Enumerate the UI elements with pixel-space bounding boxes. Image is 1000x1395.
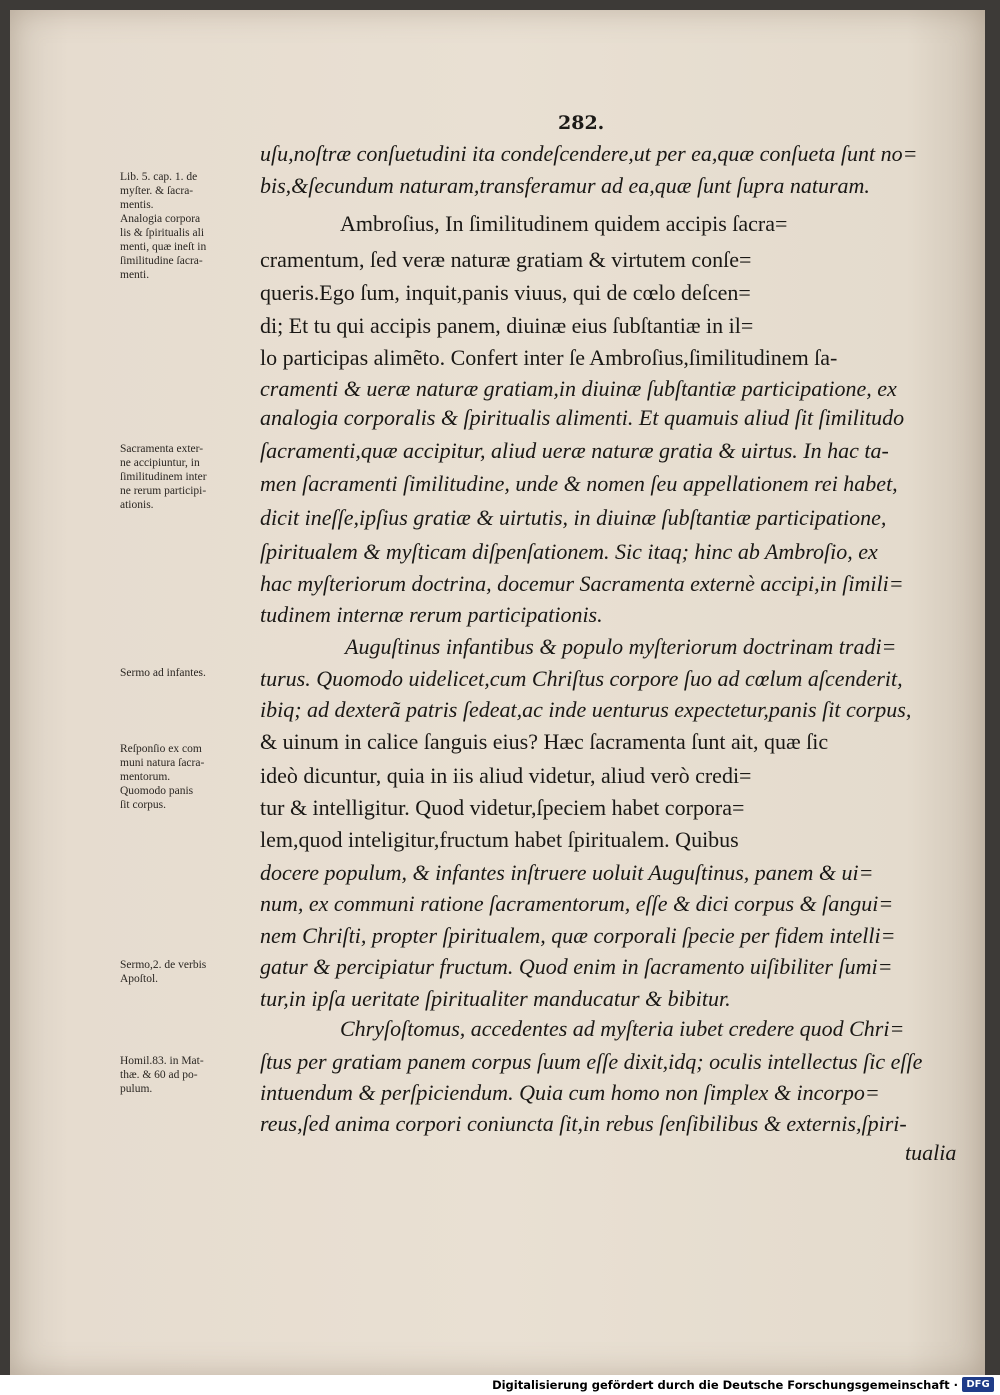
text-line: dicit ineſſe,ipſius gratiæ & uirtutis, in diuinæ ſubſtantiæ participatione,: [260, 505, 887, 530]
text-line: ſacramenti,quæ accipitur, aliud ueræ naturæ gratia & uirtus. In hac ta-: [260, 438, 889, 463]
text-line: tudinem internæ rerum participationis.: [260, 602, 603, 627]
text-line: lo participas alimẽto. Confert inter ſe Ambroſius,ſimilitudinem ſa-: [260, 345, 838, 370]
margin-note-line: Homil.83. in Mat-: [120, 1055, 204, 1067]
text-line: num, ex communi ratione ſacramentorum, eſſe & dici corpus & ſangui=: [260, 891, 894, 916]
text-line: ſpiritualem & myſticam diſpenſationem. Sic itaq; hinc ab Ambroſio, ex: [260, 539, 878, 564]
catchword: tualia: [905, 1140, 957, 1165]
text-line: intuendum & perſpiciendum. Quia cum homo non ſimplex & incorpo=: [260, 1080, 880, 1105]
text-line: Ambroſius, In ſimilitudinem quidem accipis ſacra=: [340, 211, 788, 236]
text-line: reus,ſed anima corpori coniuncta ſit,in rebus ſenſibilibus & externis,ſpiri-: [260, 1111, 907, 1136]
margin-note-line: muni natura ſacra-: [120, 757, 205, 769]
text-line: Auguſtinus infantibus & populo myſteriorum doctrinam tradi=: [345, 634, 897, 659]
text-line: Chryſoſtomus, accedentes ad myſteria iubet credere quod Chri=: [340, 1016, 905, 1041]
dfg-logo: DFG: [962, 1377, 994, 1392]
text-line: ideò dicuntur, quia in iis aliud videtur, aliud verò credi=: [260, 763, 752, 788]
margin-note-line: lis & ſpiritualis ali: [120, 227, 205, 239]
text-line: di; Et tu qui accipis panem, diuinæ eius ſubſtantiæ in il=: [260, 313, 754, 338]
margin-note: [120, 170, 270, 282]
text-line: nem Chriſti, propter ſpiritualem, quæ corporali ſpecie per fidem intelli=: [260, 923, 896, 948]
text-line: ibiq; ad dexterã patris ſedeat,ac inde uenturus expectetur,panis ſit corpus,: [260, 697, 912, 722]
text-line: turus. Quomodo uidelicet,cum Chriſtus corpore ſuo ad cœlum aſcenderit,: [260, 666, 903, 691]
margin-note-line: menti, quæ ineſt in: [120, 241, 207, 253]
margin-note-line: ſimilitudine ſacra-: [120, 255, 203, 267]
text-line: hac myſteriorum doctrina, docemur Sacramenta externè accipi,in ſimili=: [260, 571, 904, 596]
margin-note-line: Sacramenta exter-: [120, 443, 204, 455]
margin-note-line: Reſponſio ex com: [120, 743, 202, 755]
margin-note-line: ne rerum participi-: [120, 485, 207, 497]
book-page: [10, 10, 985, 1375]
margin-note-line: Quomodo panis: [120, 785, 194, 797]
text-line: gatur & percipiatur fructum. Quod enim in ſacramento uiſibiliter ſumi=: [260, 954, 893, 979]
text-line: men ſacramenti ſimilitudine, unde & nomen ſeu appellationem rei habet,: [260, 471, 898, 496]
text-line: cramentum, ſed veræ naturæ gratiam & virtutem conſe=: [260, 247, 752, 272]
page-number: 282.: [558, 112, 605, 134]
margin-note-line: ne accipiuntur, in: [120, 457, 200, 469]
margin-note: [120, 1054, 270, 1096]
text-line: analogia corporalis & ſpiritualis alimenti. Et quamuis aliud ſit ſimilitudo: [260, 405, 905, 430]
margin-note-line: mentis.: [120, 199, 154, 211]
text-line: ſtus per gratiam panem corpus ſuum eſſe dixit,idq; oculis intellectus ſic eſſe: [260, 1049, 923, 1074]
margin-note-line: pulum.: [120, 1083, 153, 1095]
margin-note-line: Lib. 5. cap. 1. de: [120, 171, 198, 183]
text-line: uſu,noſtræ conſuetudini ita condeſcendere,ut per ea,quæ conſueta ſunt no=: [260, 141, 918, 166]
margin-note: [120, 958, 270, 986]
text-line: bis,&ſecundum naturam,transferamur ad ea,quæ ſunt ſupra naturam.: [260, 173, 870, 198]
text-line: & uinum in calice ſanguis eius? Hæc ſacramenta ſunt ait, quæ ſic: [260, 729, 829, 754]
margin-note-line: Sermo,2. de verbis: [120, 959, 207, 971]
text-line: docere populum, & infantes inſtruere uoluit Auguſtinus, panem & ui=: [260, 860, 874, 885]
footer-bar: [0, 1375, 1000, 1395]
footer-credit: Digitalisierung gefördert durch die Deutsche Forschungsgemeinschaft ·: [492, 1378, 958, 1392]
text-line: queris.Ego ſum, inquit,panis viuus, qui de cœlo deſcen=: [260, 280, 751, 305]
margin-note-line: ſimilitudinem inter: [120, 471, 207, 483]
text-line: tur,in ipſa ueritate ſpiritualiter manducatur & bibitur.: [260, 986, 731, 1011]
margin-note-line: ſit corpus.: [120, 799, 166, 811]
margin-note-line: mentorum.: [120, 771, 171, 783]
text-line: cramenti & ueræ naturæ gratiam,in diuinæ ſubſtantiæ participatione, ex: [260, 376, 897, 401]
margin-note-line: Sermo ad infantes.: [120, 667, 206, 679]
margin-note: [120, 442, 270, 512]
margin-note-line: menti.: [120, 269, 150, 281]
text-line: tur & intelligitur. Quod videtur,ſpeciem habet corpora=: [260, 795, 745, 820]
margin-note-line: Analogia corpora: [120, 213, 201, 225]
margin-note-line: thæ. & 60 ad po-: [120, 1069, 198, 1081]
margin-note-line: ationis.: [120, 499, 154, 511]
text-line: lem,quod inteligitur,fructum habet ſpiritualem. Quibus: [260, 827, 739, 852]
margin-note-line: myſter. & ſacra-: [120, 185, 194, 197]
margin-note-line: Apoſtol.: [120, 973, 159, 985]
margin-note: [120, 742, 270, 812]
margin-note: [120, 666, 270, 680]
